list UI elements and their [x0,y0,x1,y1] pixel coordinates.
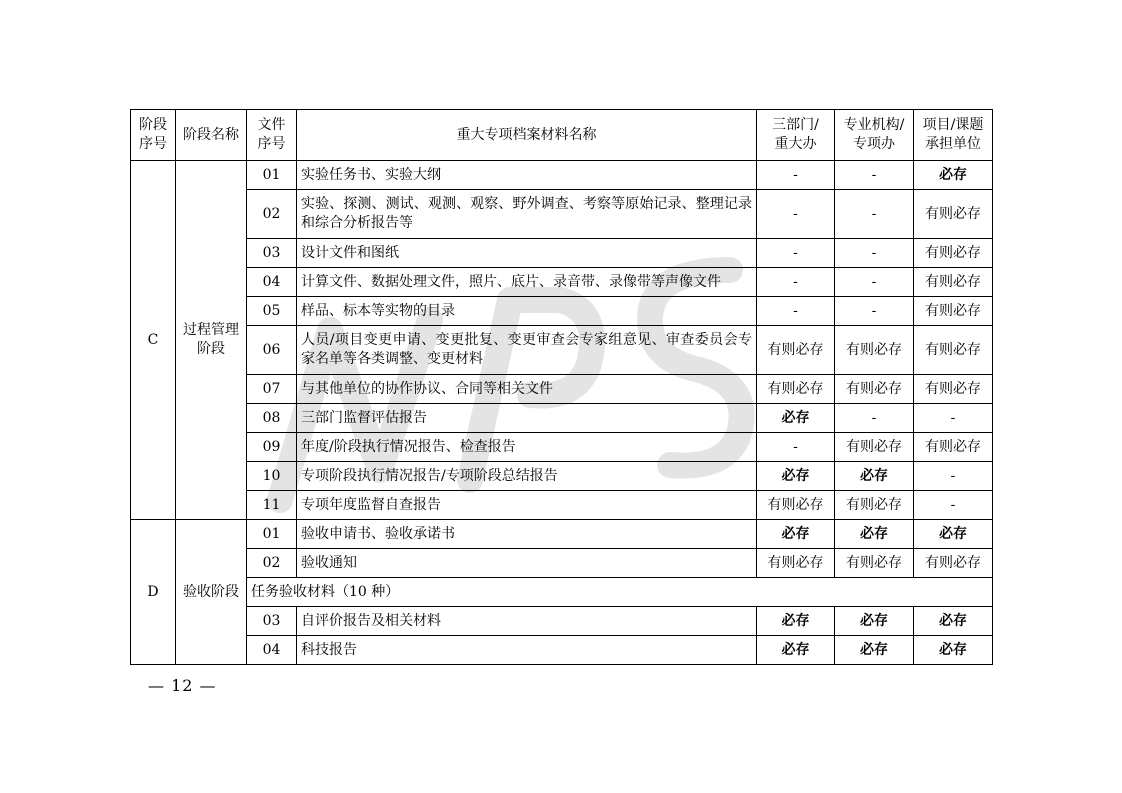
three-departments-cell: 有则必存 [757,549,835,578]
project-unit-cell: 必存 [914,161,993,190]
three-departments-cell: 必存 [757,462,835,491]
material-name-cell: 专项阶段执行情况报告/专项阶段总结报告 [297,462,757,491]
material-name-cell: 设计文件和图纸 [297,239,757,268]
project-unit-cell: 必存 [914,520,993,549]
material-name-cell: 验收通知 [297,549,757,578]
table-row [131,520,993,549]
three-departments-cell: 必存 [757,520,835,549]
header-file-no: 文件 序号 [247,110,297,161]
three-departments-cell: - [757,433,835,462]
three-departments-cell: 有则必存 [757,491,835,520]
material-name-cell: 实验任务书、实验大纲 [297,161,757,190]
table-row [131,239,993,268]
three-departments-cell: 必存 [757,607,835,636]
material-name-cell: 科技报告 [297,636,757,665]
file-no-cell: 02 [247,549,297,578]
material-name-cell: 专项年度监督自查报告 [297,491,757,520]
professional-agency-cell: 必存 [835,636,914,665]
professional-agency-cell: 有则必存 [835,491,914,520]
file-no-cell: 10 [247,462,297,491]
project-unit-cell: 必存 [914,636,993,665]
material-name-cell: 实验、探测、测试、观测、观察、野外调查、考察等原始记录、整理记录和综合分析报告等 [297,190,757,239]
header-stage-name: 阶段名称 [176,110,247,161]
three-departments-cell: 必存 [757,636,835,665]
file-no-cell: 04 [247,268,297,297]
material-name-cell: 验收申请书、验收承诺书 [297,520,757,549]
table-row [131,549,993,578]
table-row [131,161,993,190]
file-no-cell: 01 [247,161,297,190]
table-row [131,491,993,520]
file-no-cell: 03 [247,607,297,636]
three-departments-cell: - [757,190,835,239]
project-unit-cell: 有则必存 [914,268,993,297]
professional-agency-cell: 必存 [835,607,914,636]
header-professional-agency: 专业机构/ 专项办 [835,110,914,161]
project-unit-cell: 有则必存 [914,190,993,239]
table-row [131,375,993,404]
professional-agency-cell: - [835,404,914,433]
file-no-cell: 07 [247,375,297,404]
table-row [131,607,993,636]
material-name-cell: 样品、标本等实物的目录 [297,297,757,326]
header-material-name: 重大专项档案材料名称 [297,110,757,161]
professional-agency-cell: - [835,239,914,268]
file-no-cell: 08 [247,404,297,433]
file-no-cell: 04 [247,636,297,665]
header-stage-no: 阶段 序号 [131,110,176,161]
page-number: — 12 — [148,676,217,695]
file-no-cell: 05 [247,297,297,326]
three-departments-cell: - [757,268,835,297]
professional-agency-cell: 必存 [835,462,914,491]
file-no-cell: 02 [247,190,297,239]
project-unit-cell: 有则必存 [914,239,993,268]
three-departments-cell: 必存 [757,404,835,433]
section-title: 任务验收材料（10 种） [247,578,993,607]
file-no-cell: 01 [247,520,297,549]
stage-code-cell: D [131,520,176,665]
project-unit-cell: 有则必存 [914,433,993,462]
file-no-cell: 03 [247,239,297,268]
professional-agency-cell: - [835,190,914,239]
professional-agency-cell: 有则必存 [835,433,914,462]
project-unit-cell: 有则必存 [914,297,993,326]
three-departments-cell: - [757,161,835,190]
project-unit-cell: 有则必存 [914,375,993,404]
stage-code-cell: C [131,161,176,520]
three-departments-cell: 有则必存 [757,326,835,375]
stage-d-group [131,520,993,665]
material-name-cell: 三部门监督评估报告 [297,404,757,433]
stage-name-cell: 过程管理 阶段 [176,161,247,520]
table-row [131,297,993,326]
professional-agency-cell: - [835,161,914,190]
professional-agency-cell: 有则必存 [835,375,914,404]
section-row [131,578,993,607]
stage-c-group [131,161,993,520]
file-no-cell: 11 [247,491,297,520]
file-no-cell: 06 [247,326,297,375]
project-unit-cell: - [914,404,993,433]
header-three-departments: 三部门/ 重大办 [757,110,835,161]
three-departments-cell: 有则必存 [757,375,835,404]
project-unit-cell: 有则必存 [914,326,993,375]
file-no-cell: 09 [247,433,297,462]
project-unit-cell: 有则必存 [914,549,993,578]
archive-material-table [130,109,993,665]
table-header-row [131,110,993,161]
project-unit-cell: - [914,462,993,491]
material-name-cell: 与其他单位的协作协议、合同等相关文件 [297,375,757,404]
material-name-cell: 人员/项目变更申请、变更批复、变更审查会专家组意见、审查委员会专家名单等各类调整、变更材料 [297,326,757,375]
professional-agency-cell: 有则必存 [835,549,914,578]
table-row [131,190,993,239]
professional-agency-cell: 必存 [835,520,914,549]
material-name-cell: 自评价报告及相关材料 [297,607,757,636]
three-departments-cell: - [757,297,835,326]
professional-agency-cell: 有则必存 [835,326,914,375]
table-row [131,268,993,297]
table-row [131,462,993,491]
material-name-cell: 计算文件、数据处理文件，照片、底片、录音带、录像带等声像文件 [297,268,757,297]
project-unit-cell: - [914,491,993,520]
project-unit-cell: 必存 [914,607,993,636]
professional-agency-cell: - [835,268,914,297]
material-name-cell: 年度/阶段执行情况报告、检查报告 [297,433,757,462]
three-departments-cell: - [757,239,835,268]
table-row [131,636,993,665]
table-row [131,433,993,462]
professional-agency-cell: - [835,297,914,326]
header-project-unit: 项目/课题 承担单位 [914,110,993,161]
table-row [131,326,993,375]
table-row [131,404,993,433]
stage-name-cell: 验收阶段 [176,520,247,665]
